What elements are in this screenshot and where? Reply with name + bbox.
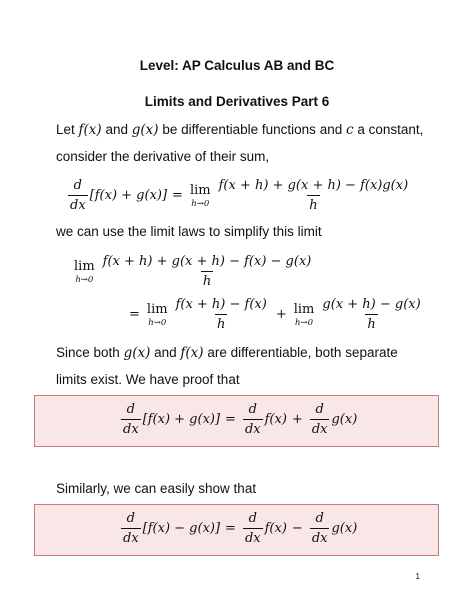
difference-rule-box — [34, 504, 439, 556]
gx-symbol: g(x) — [131, 122, 159, 138]
sum-rule-equation: $\frac{d}{dx}$ [f(x) + g(x)] = $\frac{d}{dx}$ f(x) + $\frac{d}{dx}$ g(x) — [123, 402, 358, 437]
difference-quotient: $\frac{f(x + h) + g(x + h) - f(x)g(x)}{h}$ — [218, 178, 409, 213]
limit-operator: lim h→0 — [146, 301, 168, 328]
sum-rule-box — [34, 395, 439, 447]
f-difference-quotient: $\frac{f(x + h) - f(x)}{h}$ — [175, 297, 267, 332]
separated-limits-equation: = lim h→0 $\frac{f(x + h) - f(x)}{h}$ + lim h→0 $\frac{g(x + h) - g(x)}{h}$ — [129, 297, 421, 332]
difference-rule-equation: $\frac{d}{dx}$ [f(x) − g(x)] = $\frac{d}{dx}$ f(x) − $\frac{d}{dx}$ g(x) — [123, 511, 358, 546]
fx-symbol: f(x) — [78, 122, 102, 138]
intro-line-2: consider the derivative of their sum, — [56, 149, 270, 164]
limit-expansion-equation — [72, 254, 315, 289]
similarly-line: Similarly, we can easily show that — [56, 481, 257, 496]
page-number: 1 — [415, 572, 420, 581]
since-line-1: Since both g(x) and f(x) are differentiable, both separate — [56, 345, 398, 361]
limit-operator: lim h→0 — [189, 182, 211, 209]
g-difference-quotient: $\frac{g(x + h) - g(x)}{h}$ — [322, 297, 421, 332]
limit-laws-line: we can use the limit laws to simplify this limit — [56, 224, 322, 239]
intro-line-1: Let f(x) and g(x) be differentiable functions and c a constant, — [56, 122, 424, 138]
page-title: Limits and Derivatives Part 6 — [144, 94, 330, 109]
derivative-of-sum-equation: $\frac{d}{dx}$ [f(x) + g(x)] = lim h→0 $\frac{f(x + h) + g(x + h) - f(x)g(x)}{h}$ — [70, 178, 409, 213]
level-heading: Level: AP Calculus AB and BC — [139, 58, 335, 73]
c-symbol: c — [345, 122, 354, 138]
limit-operator: lim h→0 — [293, 301, 315, 328]
limit-operator: lim h→0 — [74, 258, 95, 285]
since-line-2: limits exist. We have proof that — [56, 372, 240, 387]
combined-difference-quotient: $\frac{f(x + h) + g(x + h) - f(x) - g(x)}{h}$ — [102, 254, 312, 289]
d-dx-operator: $\frac{d}{dx}$ — [70, 178, 86, 213]
